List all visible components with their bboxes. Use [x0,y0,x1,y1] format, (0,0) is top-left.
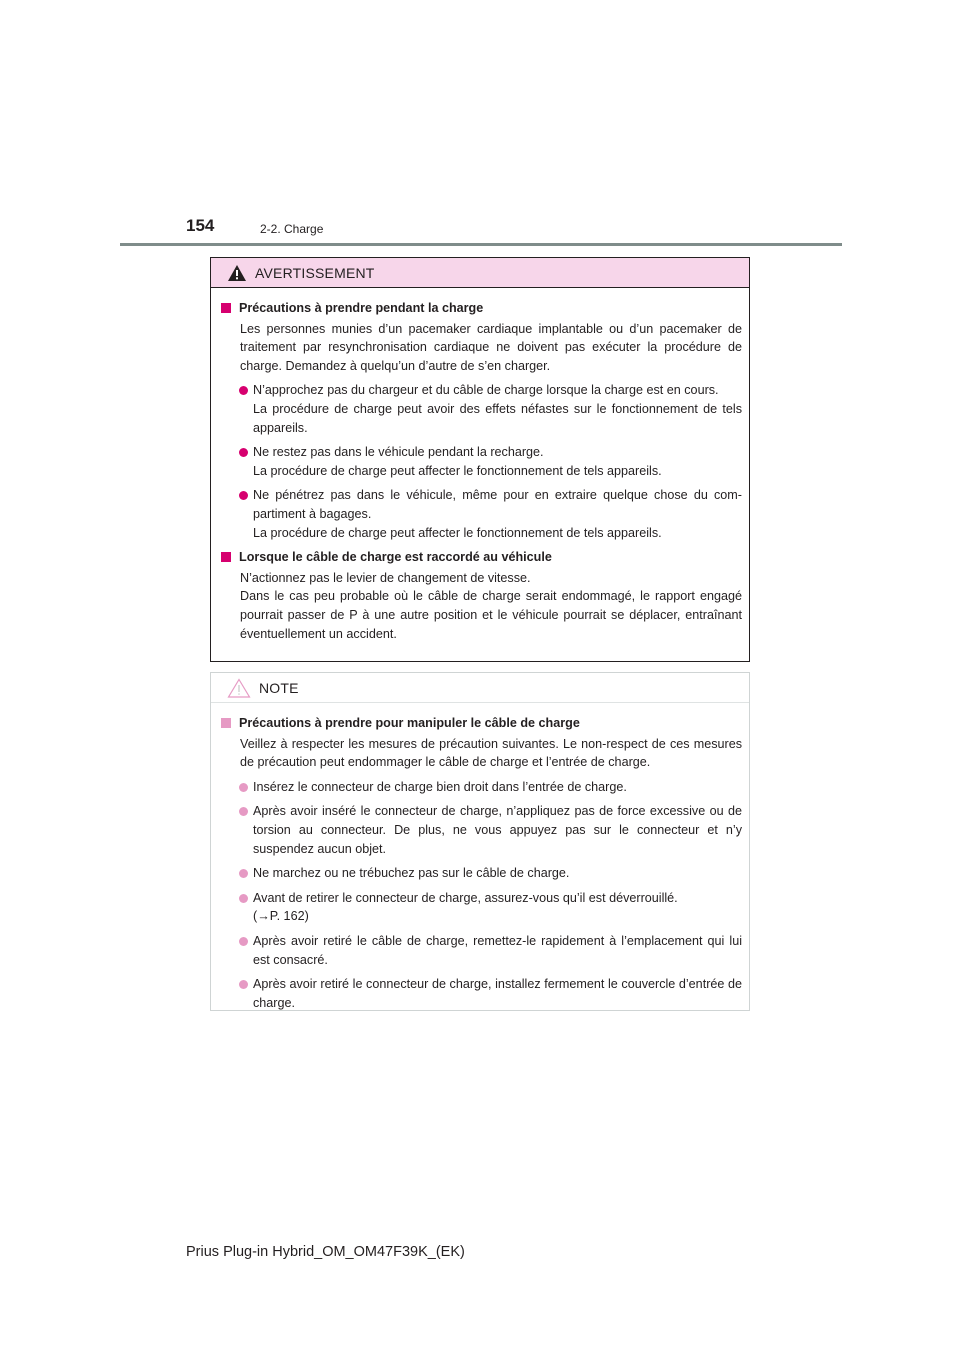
round-bullet-icon [239,937,248,946]
page-reference-link[interactable]: (→P. 162) [253,909,309,924]
warning-paragraph-pacemaker: Les personnes munies d’un pacemaker cardiaque implantable ou d’un pacemaker de traitement par resynchronisation cardiaque ne doivent pas exécuter la procédure de charge. Demandez à quelqu’un d’autre de s’en charger. [240,321,742,373]
warning-heading-charge-precautions: Précautions à prendre pendant la charge [221,299,742,318]
round-bullet-icon [239,783,248,792]
round-bullet-icon [239,807,248,816]
round-bullet-icon [239,869,248,878]
list-item: Ne restez pas dans le véhicule pendant la recharge. La procédure de charge peut affecter le fonctionnement de tels appareils. [221,443,742,480]
warning-title: AVERTISSEMENT [255,264,375,281]
note-paragraph-precautions: Veillez à respecter les mesures de précaution suivantes. Le non-respect de ces mesures de précaution peut endommager le câble de charge et l’entrée de charge. [240,736,742,770]
list-item: Après avoir retiré le connecteur de charge, installez fermement le couvercle d’entrée de charge. [221,975,742,1012]
note-title: NOTE [259,679,299,696]
list-item: N’approchez pas du chargeur et du câble de charge lorsque la charge est en cours. La procédure de charge peut avoir des effets néfastes sur le fonctionnement de tels appareils. [221,381,742,437]
warning-paragraph-shift-lever: N’actionnez pas le levier de changement de vitesse. Dans le cas peu probable où le câble de charge serait endommagé, le rapport engagé pourrait passer de P à une autre position et le véhicule pourrait se déplacer, entraînant éventuellement un accident. [240,570,742,641]
square-bullet-icon [221,718,231,728]
list-item: Après avoir inséré le connecteur de charge, n’appliquez pas de force excessive ou de torsion au connecteur. De plus, ne vous appuyez pas sur le connecteur et n’y suspendez aucun objet. [221,802,742,858]
warning-box [210,257,750,662]
list-item: Insérez le connecteur de charge bien droit dans l’entrée de charge. [221,778,742,797]
round-bullet-icon [239,448,248,457]
warning-triangle-icon [227,264,247,282]
square-bullet-icon [221,552,231,562]
list-item: Ne marchez ou ne trébuchez pas sur le câble de charge. [221,864,742,883]
warning-header [211,258,749,288]
list-item: Après avoir retiré le câble de charge, remettez-le rapidement à l’emplacement qui lui est consacré. [221,932,742,969]
round-bullet-icon [239,980,248,989]
list-item: Avant de retirer le connecteur de charge, assurez-vous qu’il est déverrouillé. (→P. 162) [221,889,742,926]
note-heading-cable-handling: Précautions à prendre pour manipuler le câble de charge [221,714,742,733]
warning-body [211,288,749,643]
section-title: 2-2. Charge [260,222,324,236]
list-item: Ne pénétrez pas dans le véhicule, même pour en extraire quelque chose du com-partiment à bagages. La procédure de charge peut affecter le fonctionnement de tels appareils. [221,486,742,542]
warning-heading-cable-connected: Lorsque le câble de charge est raccordé au véhicule [221,548,742,567]
square-bullet-icon [221,303,231,313]
round-bullet-icon [239,386,248,395]
header-rule [120,243,842,246]
note-box [210,672,750,1011]
round-bullet-icon [239,894,248,903]
note-body [211,703,749,1012]
page-number: 154 [186,216,215,235]
note-header [211,673,749,703]
caution-triangle-outline-icon [227,678,251,698]
footer-manual-id: Prius Plug-in Hybrid_OM_OM47F39K_(EK) [186,1244,465,1260]
round-bullet-icon [239,491,248,500]
